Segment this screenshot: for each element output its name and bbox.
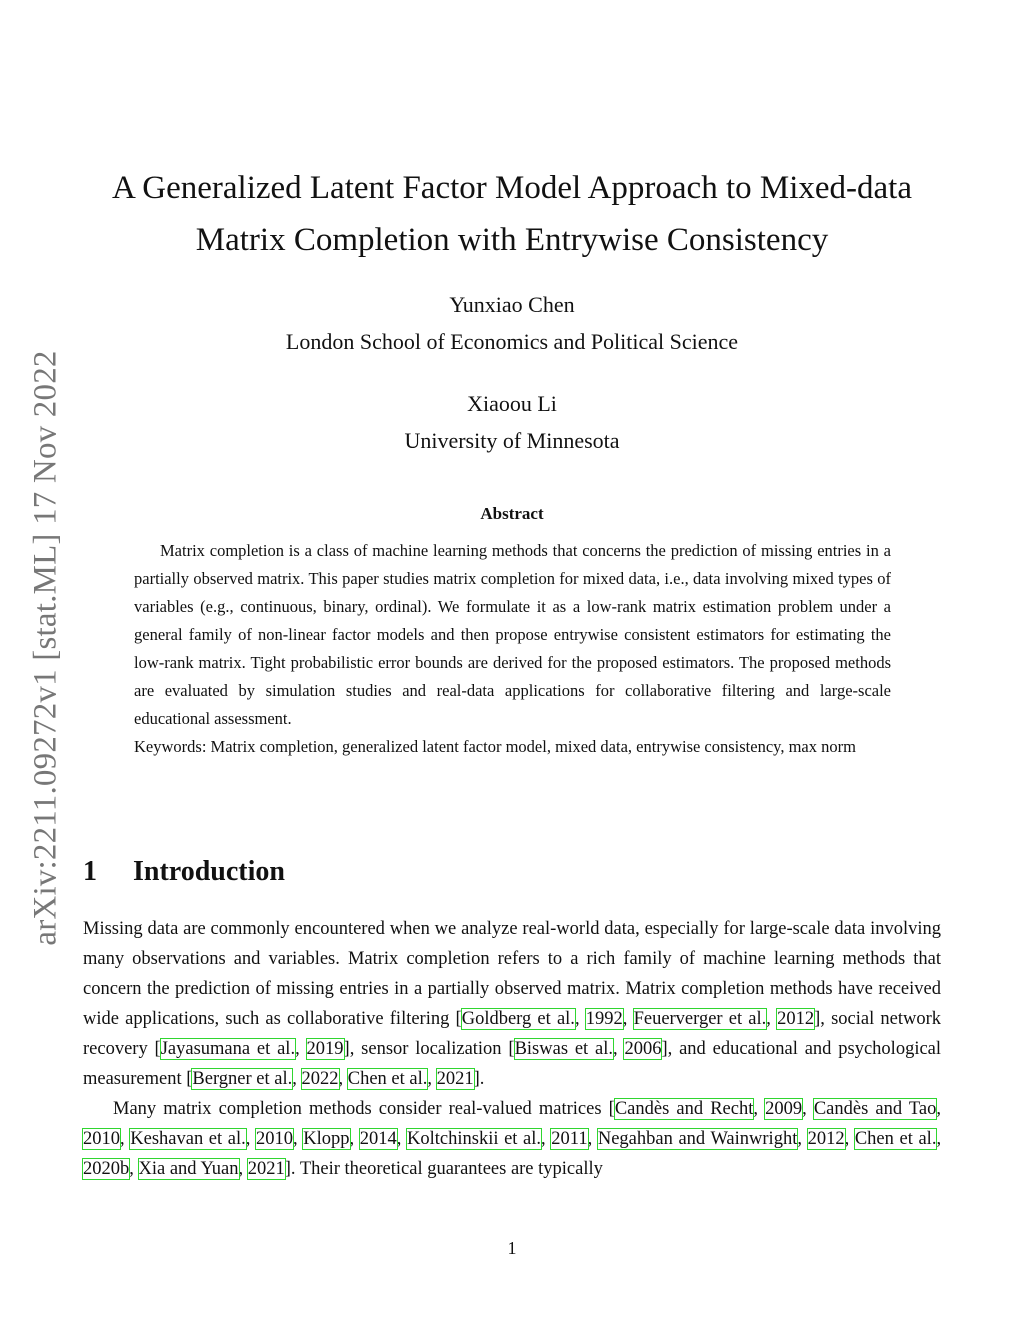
citation-link[interactable]: Negahban and Wainwright	[597, 1129, 798, 1149]
abstract-heading: Abstract	[480, 504, 544, 523]
author-block-1	[0, 286, 1024, 360]
citation-link[interactable]: 2012	[807, 1129, 845, 1149]
title-line-2: Matrix Completion with Entrywise Consistency	[195, 222, 829, 258]
body-text-run: Missing data are commonly encountered when we analyze real-world data, especially for large-scale data involving many observations and variables. Matrix completion refers to a rich family of machine learning methods that concern the prediction of missing entries in a partially observed matrix. Matrix completion methods have received wide applications, such as collaborative filtering [	[83, 919, 941, 1029]
citation-link[interactable]: 2014	[359, 1129, 397, 1149]
citation-link[interactable]: 2020b	[83, 1159, 130, 1179]
citation-link[interactable]: Klopp	[303, 1129, 350, 1149]
body-text-run: ], social network recovery [	[83, 1009, 942, 1059]
body-text-run: Many matrix completion methods consider real-valued matrices [	[113, 1099, 615, 1119]
citation-link[interactable]: 2019	[306, 1039, 344, 1059]
citation-link[interactable]: Chen et al.	[854, 1129, 937, 1149]
section-heading	[83, 856, 285, 888]
citation-link[interactable]: Feuerverger et al.	[633, 1009, 767, 1029]
author-affiliation: London School of Economics and Political Science	[285, 329, 739, 354]
intro-paragraph-1: Missing data are commonly encountered when we analyze real-world data, especially for large-scale data involving many observations and variables. Matrix completion refers to a rich family of machine learning methods that concern the prediction of missing entries in a partially observed matrix. Matrix completion methods have received wide applications, such as collaborative filtering [Goldberg et al., 1992, Feuerverger et al., 2012], social network recovery [Jayasumana et al., 2019], sensor localization [Biswas et al., 2006], and educational and psychological measurement [Bergner et al., 2022, Chen et al., 2021].	[83, 919, 942, 1089]
intro-body	[83, 914, 941, 1184]
citation-link[interactable]: Candès and Tao	[813, 1099, 937, 1119]
citation-link[interactable]: 2009	[765, 1099, 803, 1119]
abstract-text: Matrix completion is a class of machine learning methods that concerns the prediction of missing entries in a partially observed matrix. This paper studies matrix completion for mixed data, i.e., data involving mixed types of variables (e.g., continuous, binary, ordinal). We formulate it as a low-rank matrix estimation problem under a general family of non-linear factor models and then propose entrywise consistent estimators for estimating the low-rank matrix. Tight probabilistic error bounds are derived for the proposed estimators. The proposed methods are evaluated by simulation studies and real-data applications for collaborative filtering and large-scale educational assessment.	[134, 541, 891, 728]
author-block-2	[0, 385, 1024, 459]
citation-link[interactable]: 2010	[256, 1129, 293, 1149]
page-number: 1	[507, 1238, 517, 1258]
body-text-run: ]. Their theoretical guarantees are typically	[284, 1159, 603, 1179]
citation-link[interactable]: Bergner et al.	[192, 1069, 293, 1089]
citation-link[interactable]: 1992	[585, 1009, 623, 1029]
author-name: Yunxiao Chen	[449, 292, 575, 317]
citation-link[interactable]: 2012	[777, 1009, 815, 1029]
keywords: Keywords: Matrix completion, generalized latent factor model, mixed data, entrywise consistency, max norm	[134, 737, 856, 756]
abstract	[134, 537, 891, 761]
title-line-1: A Generalized Latent Factor Model Approach to Mixed-data	[112, 170, 912, 206]
citation-link[interactable]: Goldberg et al.	[461, 1009, 575, 1029]
section-number: 1	[83, 856, 97, 887]
citation-link[interactable]: 2010	[83, 1129, 120, 1149]
citation-link[interactable]: Jayasumana et al.	[160, 1039, 296, 1059]
citation-link[interactable]: 2021	[436, 1069, 474, 1089]
author-affiliation: University of Minnesota	[404, 428, 620, 453]
citation-link[interactable]: Chen et al.	[347, 1069, 428, 1089]
citation-link[interactable]: Xia and Yuan	[138, 1159, 239, 1179]
citation-link[interactable]: Keshavan et al.	[130, 1129, 246, 1149]
citation-link[interactable]: 2021	[247, 1159, 285, 1179]
citation-link[interactable]: 2011	[551, 1129, 588, 1149]
body-text-run: ], sensor localization [	[343, 1039, 515, 1059]
citation-link[interactable]: Biswas et al.	[514, 1039, 613, 1059]
body-text-run: ], and educational and psychological measurement [	[83, 1039, 942, 1089]
intro-paragraph-2: Many matrix completion methods consider real-valued matrices [Candès and Recht, 2009, Candès and Tao, 2010, Keshavan et al., 2010, Klopp, 2014, Koltchinskii et al., 2011, Negahban and Wainwright, 2012, Chen et al., 2020b, Xia and Yuan, 2021]. Their theoretical guarantees are typically	[83, 1099, 942, 1179]
citation-link[interactable]: 2006	[624, 1039, 662, 1059]
citation-link[interactable]: 2022	[301, 1069, 339, 1089]
section-title: Introduction	[133, 856, 285, 887]
paper-title	[60, 162, 964, 266]
author-name: Xiaoou Li	[467, 391, 557, 416]
citation-link[interactable]: Candès and Recht	[614, 1099, 754, 1119]
citation-link[interactable]: Koltchinskii et al.	[407, 1129, 542, 1149]
body-text-run: ].	[473, 1069, 485, 1089]
arxiv-stamp: arXiv:2211.09272v1 [stat.ML] 17 Nov 2022	[27, 350, 64, 946]
